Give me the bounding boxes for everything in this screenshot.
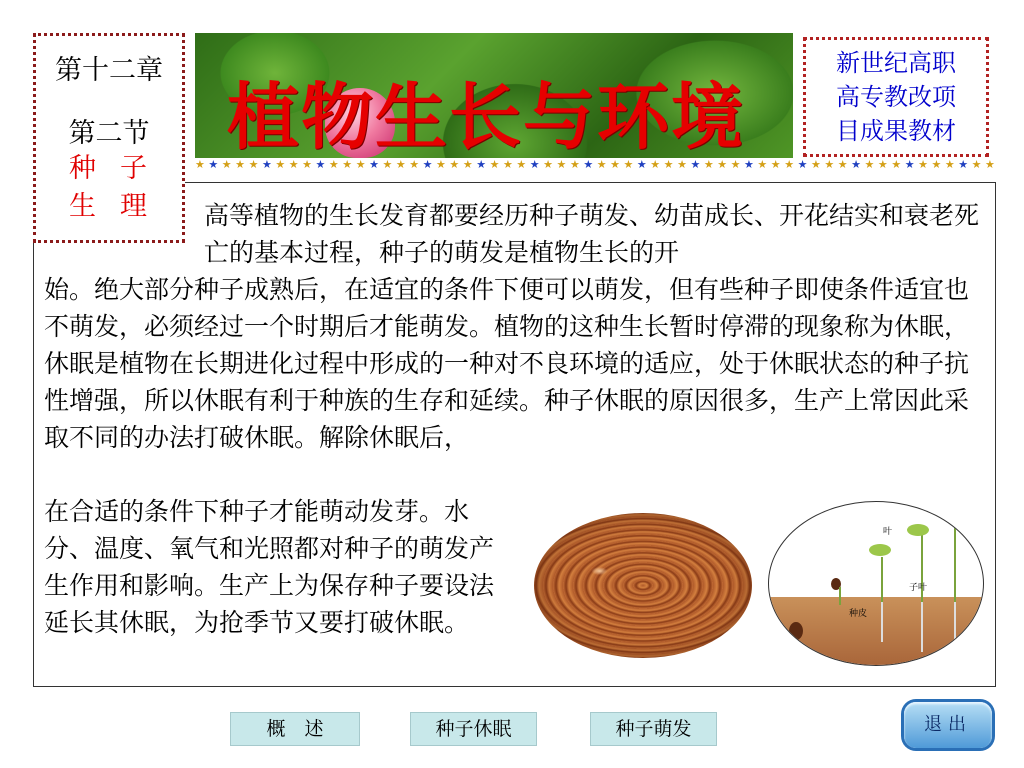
seed-bean (789, 622, 803, 640)
star-icon: ★ (328, 158, 339, 171)
star-icon: ★ (650, 158, 661, 171)
star-icon: ★ (462, 158, 473, 171)
seedling-stem-2 (881, 557, 883, 605)
star-icon: ★ (623, 158, 634, 171)
seed-dormancy-button[interactable]: 种子休眠 (410, 712, 537, 746)
star-icon: ★ (904, 158, 915, 171)
project-label-box (803, 37, 989, 157)
star-icon: ★ (543, 158, 554, 171)
star-icon: ★ (489, 158, 500, 171)
star-icon: ★ (663, 158, 674, 171)
star-icon: ★ (302, 158, 312, 171)
star-icon: ★ (382, 158, 393, 171)
seed-germination-button[interactable]: 种子萌发 (590, 712, 717, 746)
star-icon: ★ (449, 158, 460, 171)
star-icon: ★ (476, 158, 487, 171)
star-icon: ★ (502, 158, 513, 171)
leaf-3 (945, 510, 967, 522)
star-icon: ★ (583, 158, 594, 171)
star-icon: ★ (971, 158, 982, 171)
star-icon: ★ (369, 158, 379, 171)
main-title: 植物生长与环境 (227, 74, 746, 158)
label-leaf: 叶 (883, 527, 893, 537)
star-icon: ★ (315, 158, 326, 171)
star-icon: ★ (797, 158, 808, 171)
root-2 (921, 602, 923, 652)
star-icon: ★ (195, 158, 205, 171)
label-seed-coat: 种皮 (849, 609, 868, 619)
star-icon: ★ (810, 158, 821, 171)
star-icon: ★ (784, 158, 795, 171)
star-icon: ★ (703, 158, 714, 171)
topic-line-2: 生理 (69, 191, 171, 222)
project-line-2: 高专教改项 (836, 83, 956, 111)
label-cotyledon: 子叶 (909, 583, 928, 593)
title-banner (195, 33, 793, 158)
star-icon: ★ (770, 158, 781, 171)
star-icon: ★ (851, 158, 862, 171)
star-icon: ★ (422, 158, 433, 171)
star-icon: ★ (677, 158, 687, 171)
star-icon: ★ (355, 158, 366, 171)
star-icon: ★ (690, 158, 701, 171)
star-icon: ★ (636, 158, 647, 171)
star-icon: ★ (221, 158, 232, 171)
star-icon: ★ (931, 158, 942, 171)
root-3 (954, 602, 956, 657)
star-icon: ★ (342, 158, 353, 171)
star-icon: ★ (877, 158, 888, 171)
chapter-number: 第十二章 (55, 55, 163, 86)
star-icon: ★ (596, 158, 607, 171)
star-icon: ★ (235, 158, 246, 171)
topic-line-1: 种子 (69, 153, 171, 184)
star-icon: ★ (757, 158, 768, 171)
star-icon: ★ (717, 158, 728, 171)
star-icon: ★ (395, 158, 406, 171)
paragraph-conclusion: 在合适的条件下种子才能萌动发芽。水分、温度、氧气和光照都对种子的萌发产生作用和影响。生产上为保存种子要设法延长其休眠，为抢季节又要打破休眠。 (44, 497, 495, 637)
star-icon: ★ (944, 158, 955, 171)
section-number: 第二节 (68, 118, 150, 149)
seedling-stem-4 (954, 527, 956, 605)
star-icon: ★ (824, 158, 835, 171)
star-icon: ★ (436, 158, 446, 171)
star-icon: ★ (409, 158, 420, 171)
star-divider (195, 158, 995, 172)
star-icon: ★ (569, 158, 580, 171)
leaf-1 (869, 544, 891, 556)
star-icon: ★ (208, 158, 219, 171)
star-icon: ★ (261, 158, 272, 171)
star-icon: ★ (556, 158, 567, 171)
star-icon: ★ (610, 158, 620, 171)
star-icon: ★ (730, 158, 741, 171)
star-icon: ★ (529, 158, 540, 171)
chapter-box (33, 33, 185, 243)
overview-button[interactable]: 概 述 (230, 712, 360, 746)
content-panel (33, 182, 996, 687)
star-icon: ★ (864, 158, 875, 171)
star-icon: ★ (248, 158, 259, 171)
star-icon: ★ (918, 158, 928, 171)
leaf-2 (907, 524, 929, 536)
star-icon: ★ (288, 158, 299, 171)
star-icon: ★ (985, 158, 995, 171)
star-icon: ★ (516, 158, 527, 171)
star-icon: ★ (837, 158, 848, 171)
star-icon: ★ (958, 158, 969, 171)
seedling-stem-1 (839, 587, 841, 605)
star-icon: ★ (275, 158, 286, 171)
project-line-1: 新世纪高职 (836, 49, 956, 77)
germination-diagram (768, 501, 984, 666)
star-icon: ★ (891, 158, 902, 171)
paragraph-intro: 高等植物的生长发育都要经历种子萌发、幼苗成长、开花结实和衰老死亡的基本过程，种子的萌发是植物生长的开 (204, 201, 980, 267)
seeds-photo (534, 513, 752, 658)
seedling-stem-3 (921, 535, 923, 605)
star-icon: ★ (744, 158, 754, 171)
paragraph-body: 始。绝大部分种子成熟后，在适宜的条件下便可以萌发，但有些种子即使条件适宜也不萌发，必须经过一个时期后才能萌发。植物的这种生长暂时停滞的现象称为休眠，休眠是植物在长期进化过程中形成的一种对不良环境的适应，处于休眠状态的种子抗性增强，所以休眠有利于种族的生存和延续。种子休眠的原因很多，生产上常因此采取不同的办法打破休眠。解除休眠后， (44, 275, 970, 452)
project-line-3: 目成果教材 (836, 117, 956, 145)
exit-button[interactable]: 退出 (904, 702, 992, 748)
root-1 (881, 602, 883, 642)
